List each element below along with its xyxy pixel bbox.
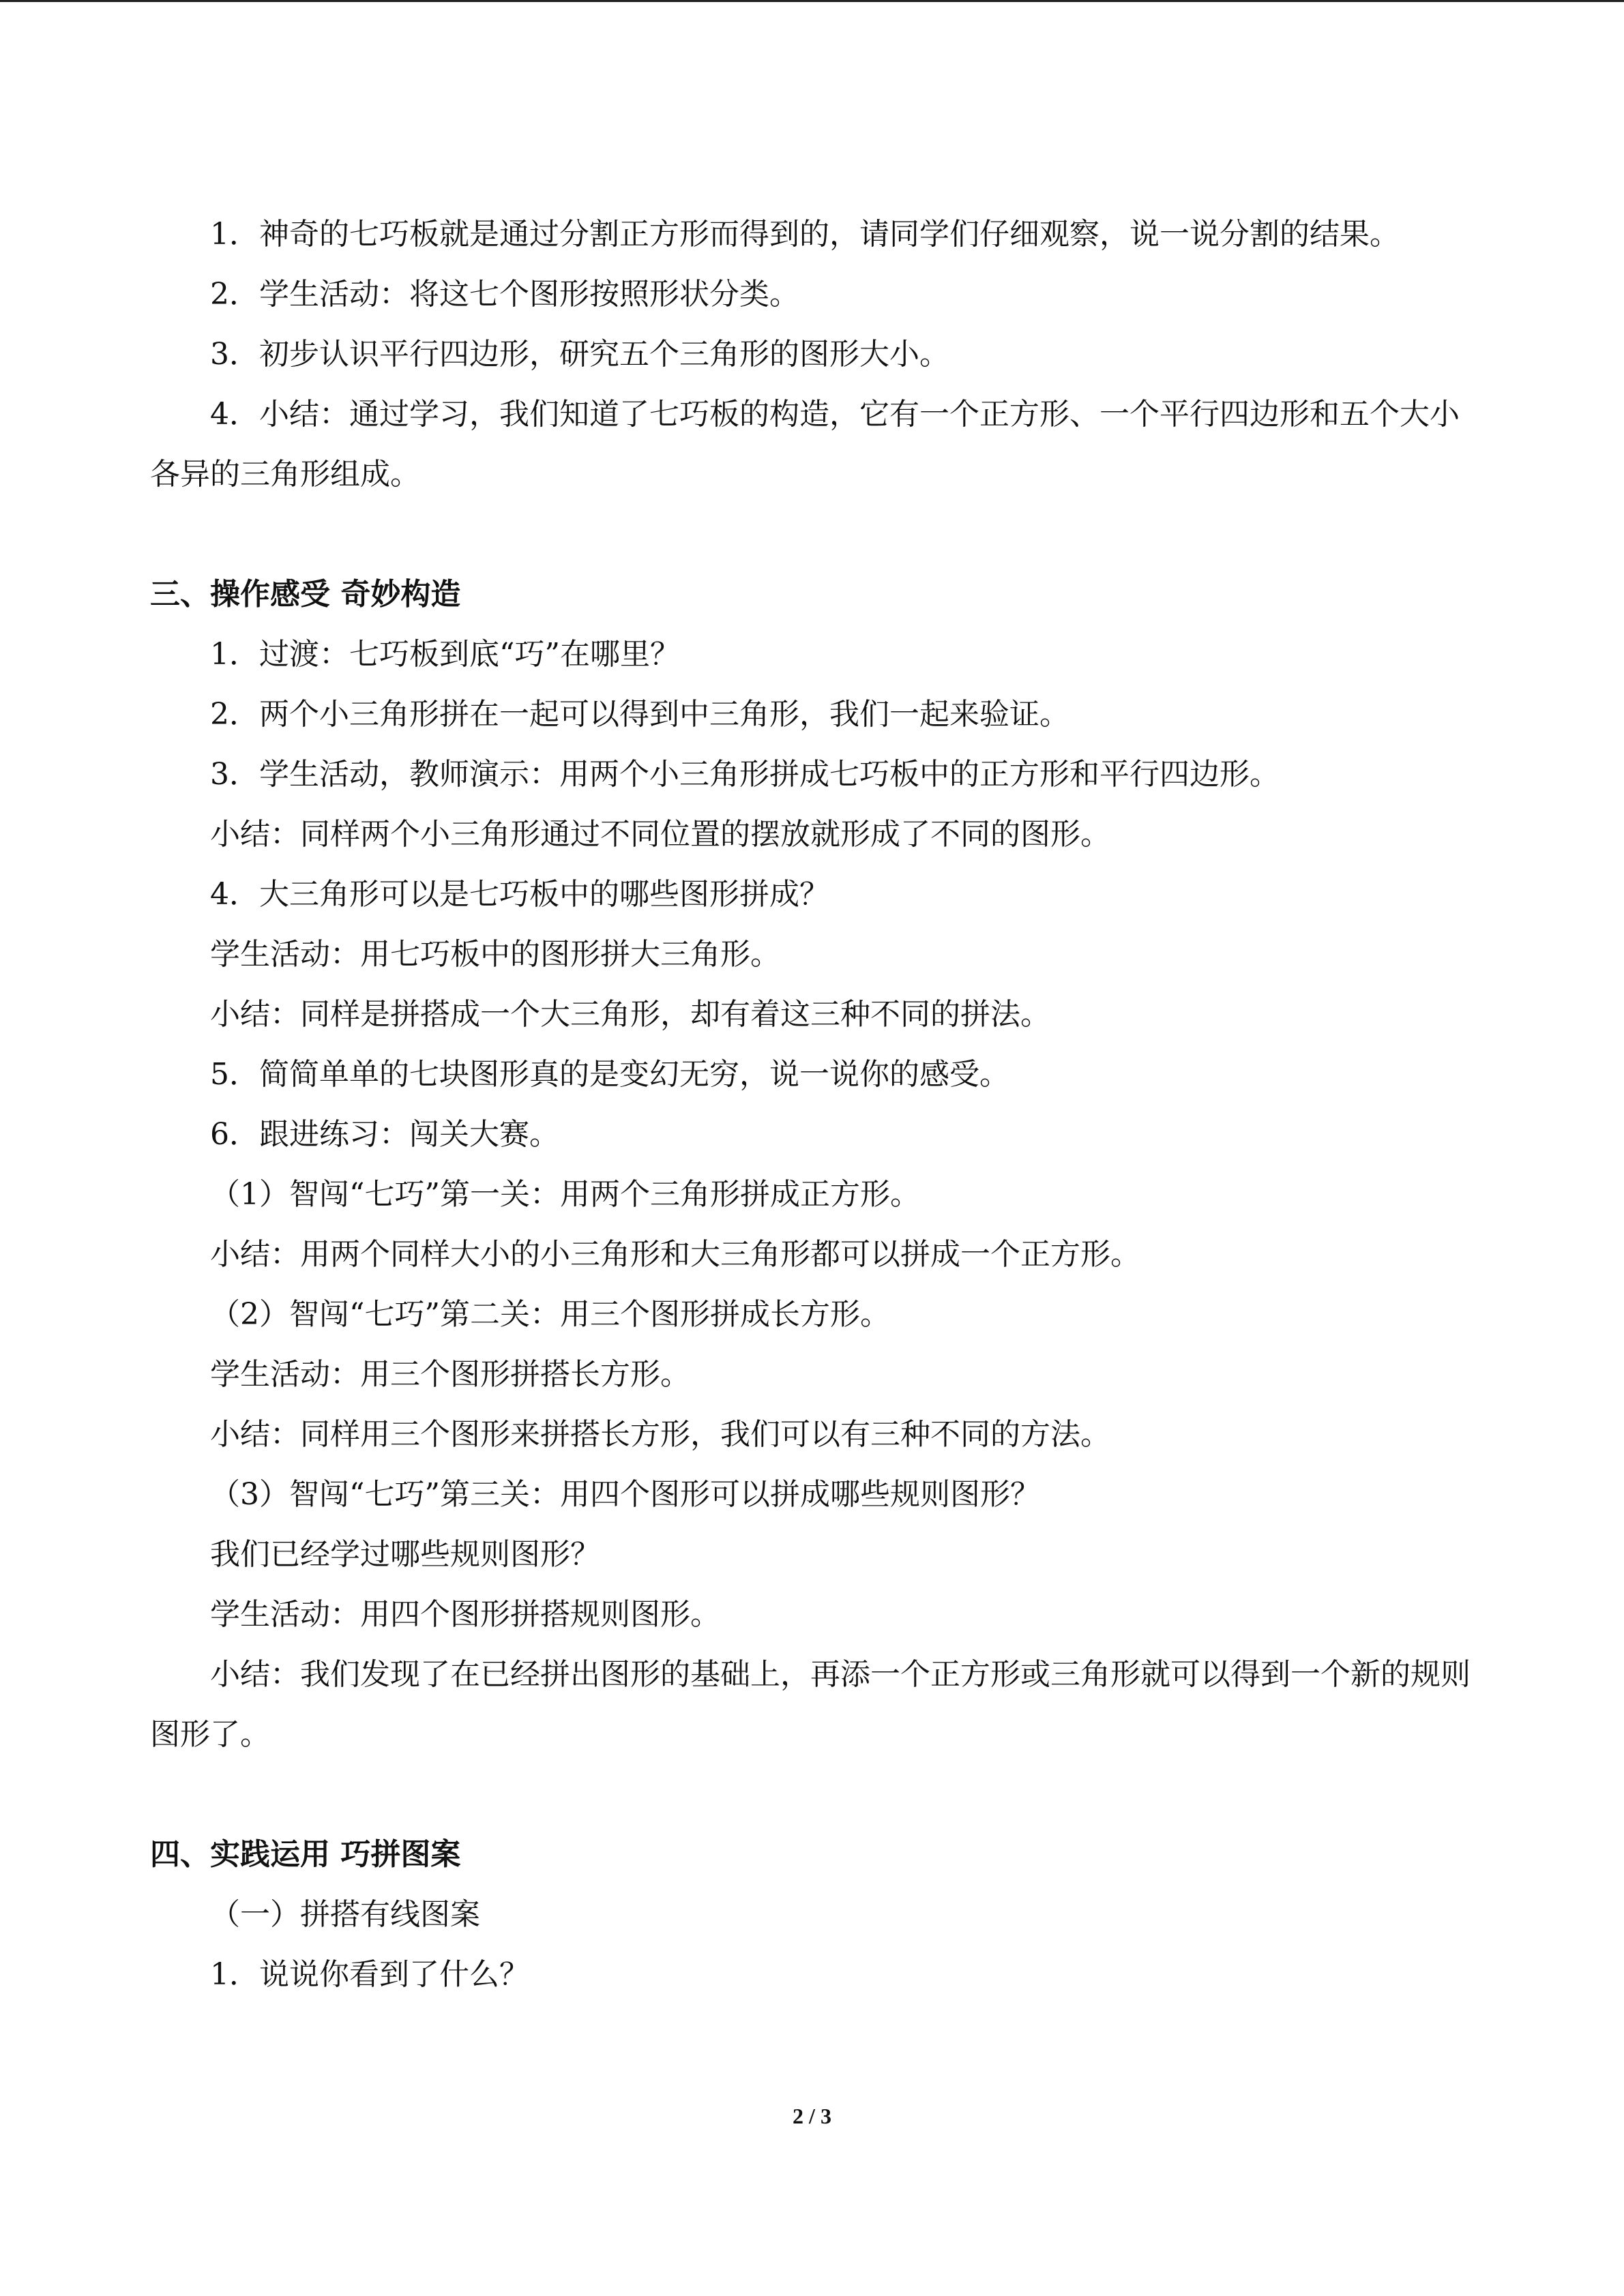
paragraph: 小结：同样用三个图形来拼搭长方形，我们可以有三种不同的方法。 (210, 1417, 1110, 1452)
paragraph: 学生活动：用四个图形拼搭规则图形。 (210, 1597, 720, 1632)
paragraph: 小结：同样两个小三角形通过不同位置的摆放就形成了不同的图形。 (210, 817, 1110, 852)
paragraph: （3）智闯“七巧”第三关：用四个图形可以拼成哪些规则图形？ (210, 1477, 1040, 1512)
paragraph: 6．跟进练习：闯关大赛。 (210, 1117, 559, 1152)
paragraph: （1）智闯“七巧”第一关：用两个三角形拼成正方形。 (210, 1177, 920, 1212)
section-spacer (150, 1765, 1487, 1825)
paragraph: 小结：我们发现了在已经拼出图形的基础上，再添一个正方形或三角形就可以得到一个新的规则图形了。 (150, 1657, 1471, 1752)
paragraph: 小结：同样是拼搭成一个大三角形，却有着这三种不同的拼法。 (210, 997, 1050, 1032)
paragraph: （2）智闯“七巧”第二关：用三个图形拼成长方形。 (210, 1297, 890, 1332)
top-border-line (0, 0, 1624, 2)
paragraph: （一）拼搭有线图案 (210, 1897, 480, 1932)
paragraph: 小结：用两个同样大小的小三角形和大三角形都可以拼成一个正方形。 (210, 1237, 1140, 1272)
paragraph: 学生活动：用三个图形拼搭长方形。 (210, 1357, 690, 1392)
section-heading: 三、操作感受 奇妙构造 (150, 577, 461, 612)
paragraph: 5．简简单单的七块图形真的是变幻无穷，说一说你的感受。 (210, 1057, 1009, 1092)
paragraph: 4．小结：通过学习，我们知道了七巧板的构造，它有一个正方形、一个平行四边形和五个大小各异的三角形组成。 (150, 397, 1460, 492)
paragraph: 2．学生活动：将这七个图形按照形状分类。 (210, 277, 799, 312)
paragraph: 1．说说你看到了什么？ (210, 1957, 529, 1992)
page-number: 2 / 3 (793, 2104, 831, 2128)
paragraph: 学生活动：用七巧板中的图形拼大三角形。 (210, 937, 780, 972)
paragraph: 4．大三角形可以是七巧板中的哪些图形拼成？ (210, 877, 829, 912)
paragraph: 1．过渡：七巧板到底“巧”在哪里？ (210, 637, 680, 672)
paragraph: 3．初步认识平行四边形，研究五个三角形的图形大小。 (210, 337, 949, 372)
paragraph: 3．学生活动，教师演示：用两个小三角形拼成七巧板中的正方形和平行四边形。 (210, 757, 1280, 792)
document-body (150, 205, 1487, 2005)
paragraph: 1．神奇的七巧板就是通过分割正方形而得到的，请同学们仔细观察，说一说分割的结果。 (210, 217, 1400, 252)
section-spacer (150, 505, 1487, 565)
paragraph: 我们已经学过哪些规则图形？ (210, 1537, 600, 1572)
paragraph: 2．两个小三角形拼在一起可以得到中三角形，我们一起来验证。 (210, 697, 1069, 732)
section-heading: 四、实践运用 巧拼图案 (150, 1837, 461, 1872)
